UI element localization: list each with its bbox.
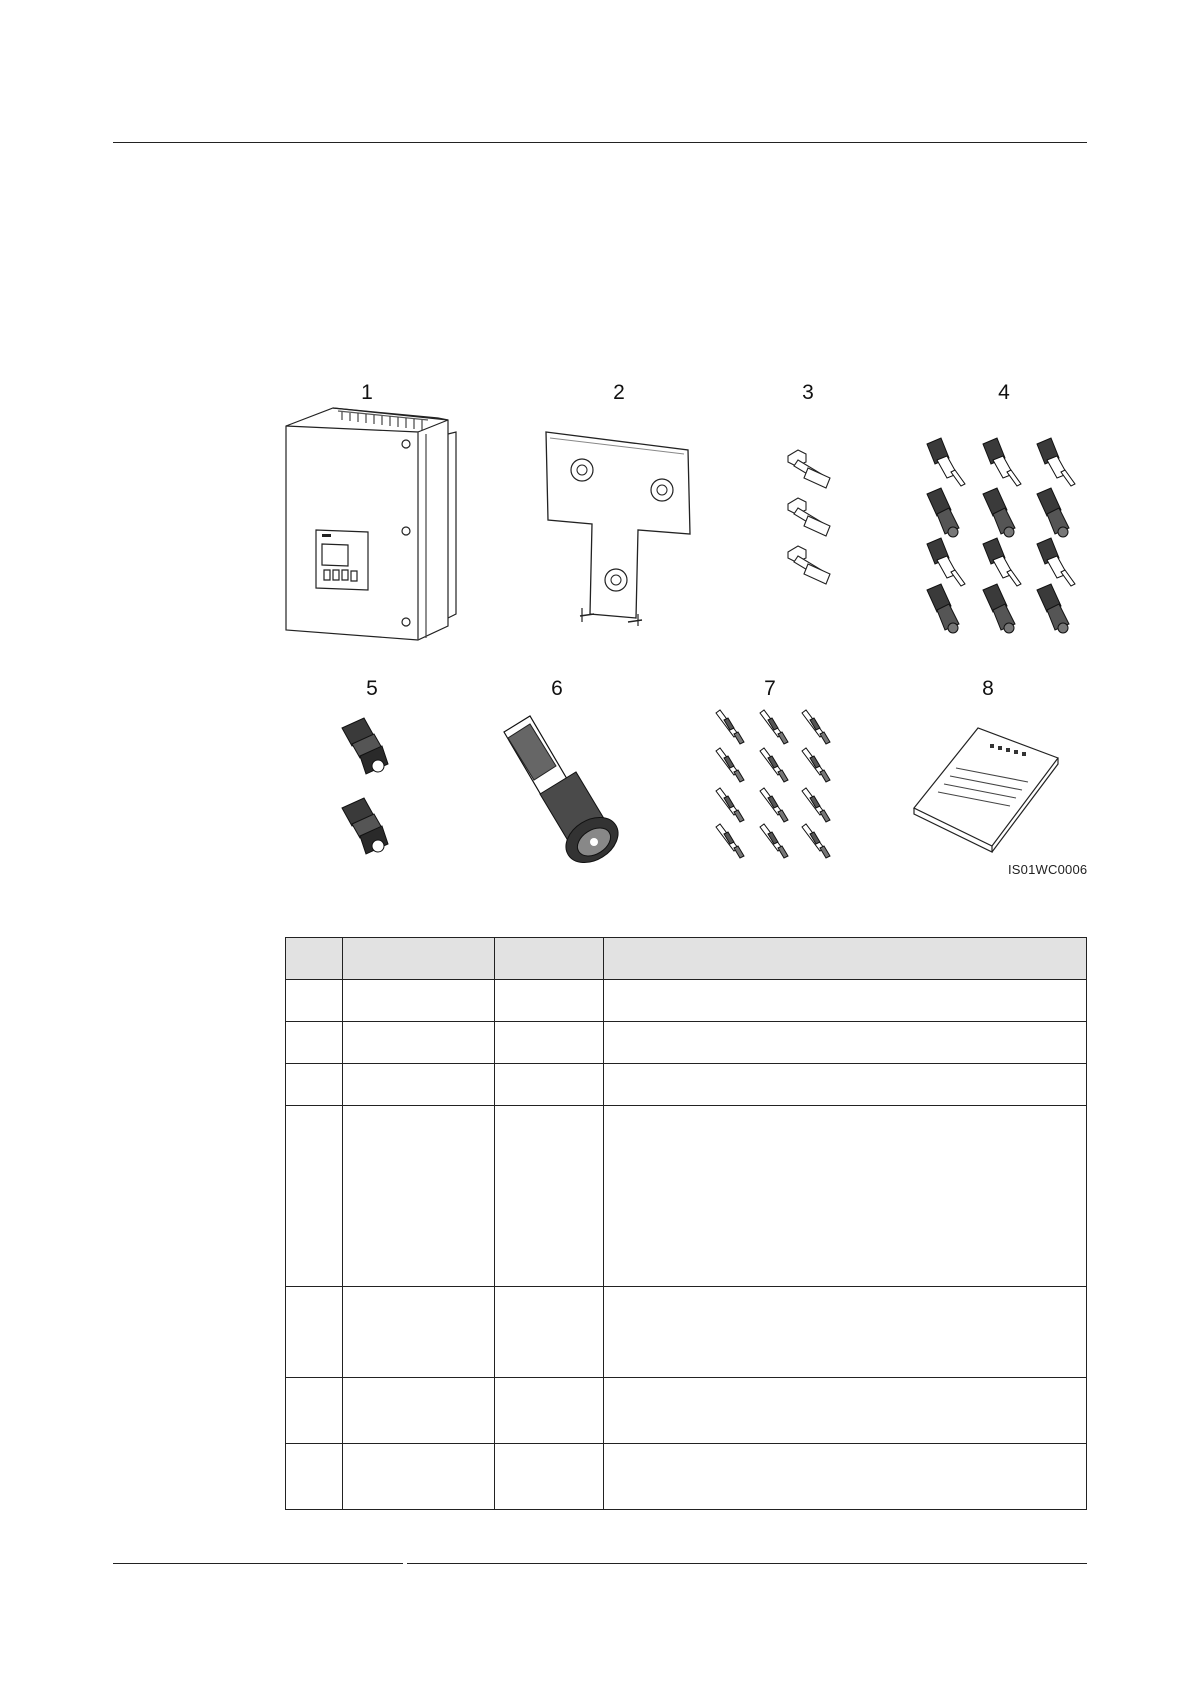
inverter-illustration: [278, 404, 478, 644]
item-number-7: 7: [764, 677, 776, 700]
table-cell: [495, 980, 604, 1022]
table-cell: [286, 1022, 343, 1064]
ac-connector-illustration: [500, 714, 630, 869]
item-number-3: 3: [802, 381, 814, 404]
mounting-bracket-illustration: [538, 428, 698, 628]
table-row: [286, 1106, 1087, 1287]
footer-rule: [113, 1563, 1087, 1564]
header-cell: [286, 938, 343, 980]
table-cell: [604, 1064, 1087, 1106]
item-number-5: 5: [366, 677, 378, 700]
expansion-bolts-illustration: [784, 448, 848, 598]
table-cell: [495, 1106, 604, 1287]
table-cell: [604, 1378, 1087, 1444]
table-row: [286, 1064, 1087, 1106]
table-cell: [495, 1064, 604, 1106]
table-cell: [286, 1064, 343, 1106]
table-row: [286, 1022, 1087, 1064]
cable-glands-illustration: [338, 718, 408, 868]
item-number-4: 4: [998, 381, 1010, 404]
table-row: [286, 1444, 1087, 1510]
metal-terminals-illustration: [712, 710, 852, 860]
table-cell: [343, 1106, 495, 1287]
table-cell: [495, 1022, 604, 1064]
table-row: [286, 1378, 1087, 1444]
item-number-8: 8: [982, 677, 994, 700]
table-row: [286, 980, 1087, 1022]
table-cell: [343, 980, 495, 1022]
packing-list-table: [285, 937, 1087, 1510]
table-cell: [604, 1022, 1087, 1064]
table-cell: [604, 980, 1087, 1022]
table-cell: [604, 1106, 1087, 1287]
table-cell: [495, 1444, 604, 1510]
header-cell: [343, 938, 495, 980]
footer-rule-gap: [403, 1560, 407, 1566]
header-cell: [495, 938, 604, 980]
table-cell: [343, 1064, 495, 1106]
header-rule: [113, 142, 1087, 143]
table-cell: [495, 1287, 604, 1378]
documents-illustration: [910, 724, 1060, 864]
item-number-2: 2: [613, 381, 625, 404]
figure-code: IS01WC0006: [1008, 862, 1088, 877]
table-cell: [343, 1022, 495, 1064]
header-cell: [604, 938, 1087, 980]
table-cell: [286, 1378, 343, 1444]
table-cell: [286, 1444, 343, 1510]
table-cell: [286, 1106, 343, 1287]
table-cell: [286, 980, 343, 1022]
table-cell: [604, 1444, 1087, 1510]
table-row: [286, 1287, 1087, 1378]
table-cell: [343, 1444, 495, 1510]
table-header-row: [286, 938, 1087, 980]
table-cell: [286, 1287, 343, 1378]
table-cell: [495, 1378, 604, 1444]
dc-connectors-illustration: [925, 438, 1095, 633]
item-number-1: 1: [361, 381, 373, 404]
table-cell: [604, 1287, 1087, 1378]
table-cell: [343, 1287, 495, 1378]
table-cell: [343, 1378, 495, 1444]
item-number-6: 6: [551, 677, 563, 700]
